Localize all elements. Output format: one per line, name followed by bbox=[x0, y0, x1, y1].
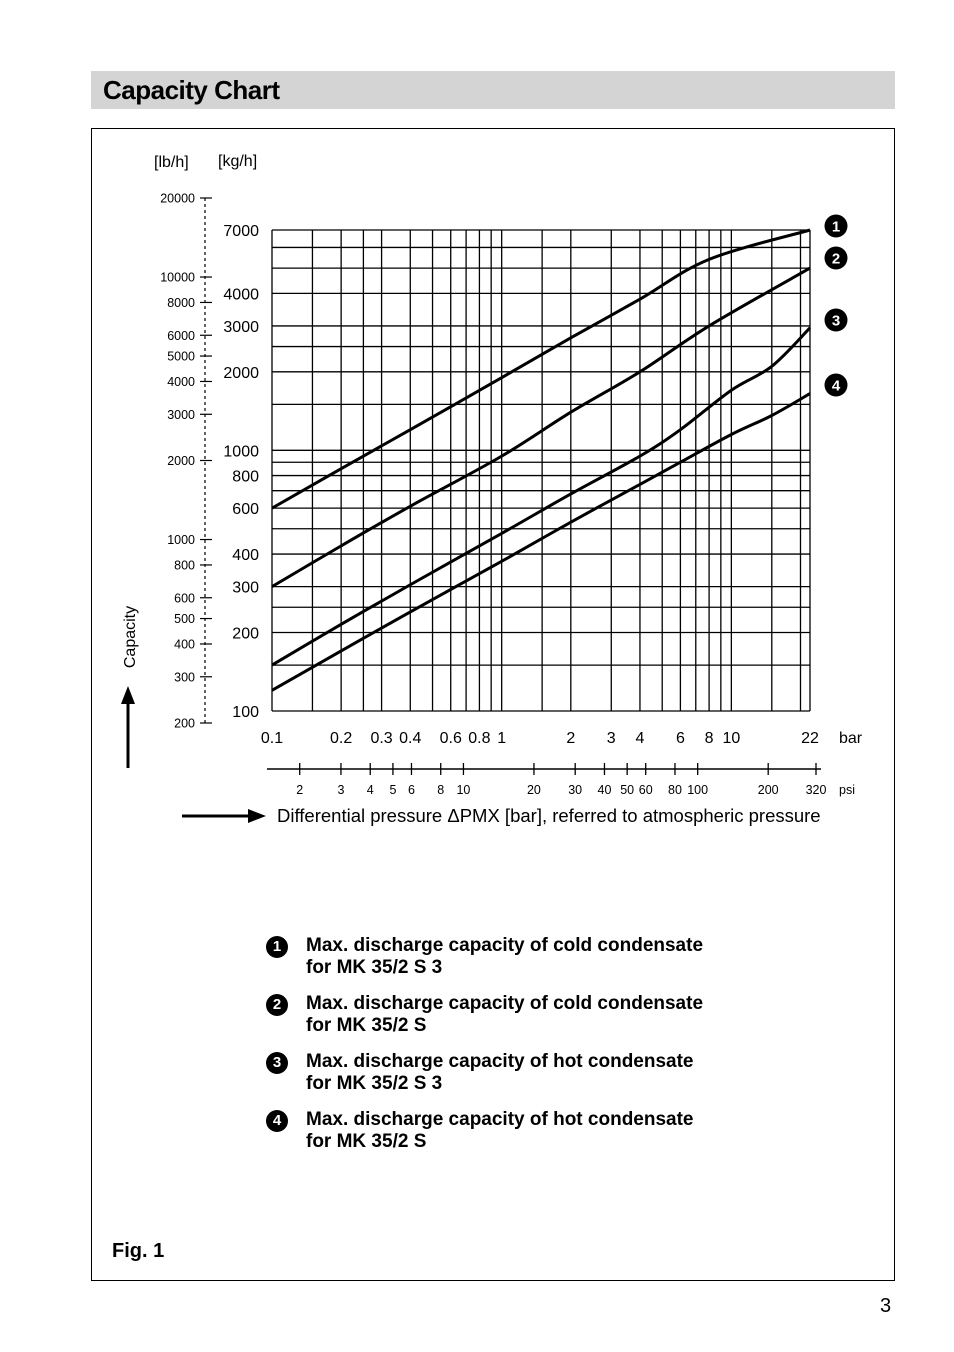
x-tick-label-psi: 100 bbox=[687, 783, 709, 797]
y-tick-label-lbh: 10000 bbox=[160, 270, 195, 285]
x-tick-label-bar: 0.4 bbox=[399, 730, 422, 747]
y-tick-label-lbh: 4000 bbox=[167, 374, 195, 389]
legend-badge-3: 3 bbox=[266, 1052, 288, 1074]
y-tick-label-kgh: 4000 bbox=[223, 286, 259, 304]
x-tick-label-psi: 4 bbox=[366, 783, 374, 797]
legend-item-3 bbox=[266, 1051, 786, 1109]
x-axis-title: Differential pressure ΔPMX [bar], referred to atmospheric pressure bbox=[277, 805, 821, 826]
x-tick-label-psi: 30 bbox=[568, 783, 583, 797]
series-badge-label-1: 1 bbox=[831, 218, 841, 236]
y-unit-lbh: [lb/h] bbox=[154, 154, 189, 171]
series-badge-label-3: 3 bbox=[831, 312, 841, 330]
x-tick-label-psi: 3 bbox=[337, 783, 345, 797]
legend-badge-1: 1 bbox=[266, 936, 288, 958]
y-tick-label-kgh: 400 bbox=[232, 547, 259, 565]
x-tick-label-bar: 0.8 bbox=[468, 730, 491, 747]
x-tick-label-psi: 8 bbox=[437, 783, 445, 797]
legend-item-2 bbox=[266, 993, 786, 1051]
legend-badge-4: 4 bbox=[266, 1110, 288, 1132]
x-tick-label-psi: 60 bbox=[638, 783, 653, 797]
series-badge-label-4: 4 bbox=[831, 377, 841, 395]
y-tick-label-lbh: 300 bbox=[174, 670, 195, 685]
y-axis-title: Capacity bbox=[122, 605, 139, 669]
x-tick-label-bar: 22 bbox=[801, 730, 819, 747]
x-tick-label-bar: 6 bbox=[675, 730, 685, 747]
y-tick-label-kgh: 200 bbox=[232, 625, 259, 643]
page-title: Capacity Chart bbox=[103, 75, 280, 105]
y-tick-label-lbh: 6000 bbox=[167, 328, 195, 343]
series-line-3 bbox=[272, 328, 810, 665]
y-tick-label-lbh: 800 bbox=[174, 558, 195, 573]
y-tick-label-kgh: 1000 bbox=[223, 443, 259, 461]
y-tick-label-lbh: 2000 bbox=[167, 454, 195, 468]
x-tick-label-psi: 6 bbox=[407, 783, 415, 797]
y-tick-label-lbh: 600 bbox=[174, 591, 195, 606]
page-number: 3 bbox=[880, 1295, 892, 1317]
x-arrow-head bbox=[248, 809, 266, 823]
x-unit-bar: bar bbox=[839, 730, 863, 747]
x-tick-label-psi: 40 bbox=[597, 783, 612, 797]
figure-label: Fig. 1 bbox=[112, 1240, 165, 1262]
x-tick-label-bar: 0.3 bbox=[370, 730, 393, 747]
x-tick-label-bar: 4 bbox=[635, 730, 645, 747]
y-arrow-head bbox=[121, 686, 135, 704]
legend-text-3: Max. discharge capacity of hot condensate for MK 35/2 S 3 bbox=[306, 1051, 694, 1094]
legend bbox=[266, 935, 786, 1167]
y-tick-label-kgh: 100 bbox=[232, 704, 259, 721]
x-tick-label-psi: 200 bbox=[757, 783, 779, 797]
y-tick-label-kgh: 800 bbox=[232, 468, 259, 486]
y-tick-label-lbh: 8000 bbox=[167, 295, 195, 310]
legend-text-2: Max. discharge capacity of cold condensate for MK 35/2 S bbox=[306, 993, 704, 1036]
y-tick-label-lbh: 3000 bbox=[167, 407, 195, 422]
legend-text-1: Max. discharge capacity of cold condensate for MK 35/2 S 3 bbox=[306, 935, 704, 978]
series-badge-label-2: 2 bbox=[831, 250, 841, 268]
x-tick-label-psi: 20 bbox=[526, 783, 541, 797]
x-tick-label-bar: 0.2 bbox=[330, 730, 353, 747]
legend-badge-2: 2 bbox=[266, 994, 288, 1016]
legend-item-1 bbox=[266, 935, 786, 993]
legend-text-4: Max. discharge capacity of hot condensate for MK 35/2 S bbox=[306, 1109, 694, 1152]
x-tick-label-bar: 0.6 bbox=[439, 730, 462, 747]
y-tick-label-lbh: 200 bbox=[174, 716, 195, 731]
x-tick-label-bar: 3 bbox=[606, 730, 616, 747]
y-unit-kgh: [kg/h] bbox=[218, 153, 258, 170]
y-tick-label-lbh: 400 bbox=[174, 637, 195, 652]
x-tick-label-bar: 0.1 bbox=[260, 730, 284, 747]
x-tick-label-bar: 1 bbox=[497, 730, 507, 747]
legend-item-4 bbox=[266, 1109, 786, 1167]
x-tick-label-psi: 2 bbox=[296, 783, 304, 797]
y-tick-label-lbh: 1000 bbox=[167, 533, 195, 548]
series-line-4 bbox=[272, 394, 810, 691]
y-tick-label-lbh: 20000 bbox=[160, 191, 195, 206]
y-tick-label-kgh: 3000 bbox=[223, 318, 259, 336]
x-tick-label-bar: 2 bbox=[566, 730, 576, 747]
x-tick-label-bar: 10 bbox=[722, 730, 741, 747]
y-tick-label-kgh: 2000 bbox=[223, 364, 259, 382]
x-tick-label-psi: 80 bbox=[668, 783, 682, 797]
y-tick-label-kgh: 600 bbox=[232, 501, 259, 519]
x-tick-label-bar: 8 bbox=[704, 730, 714, 747]
y-tick-label-lbh: 500 bbox=[174, 612, 195, 627]
x-tick-label-psi: 10 bbox=[456, 783, 471, 797]
x-tick-label-psi: 5 bbox=[389, 783, 397, 797]
x-unit-psi: psi bbox=[839, 783, 855, 797]
x-tick-label-psi: 320 bbox=[805, 783, 827, 797]
y-tick-label-kgh: 300 bbox=[232, 579, 259, 597]
y-tick-label-kgh: 7000 bbox=[223, 223, 259, 240]
series-line-1 bbox=[272, 230, 810, 508]
x-tick-label-psi: 50 bbox=[620, 783, 635, 797]
y-tick-label-lbh: 5000 bbox=[167, 349, 195, 364]
